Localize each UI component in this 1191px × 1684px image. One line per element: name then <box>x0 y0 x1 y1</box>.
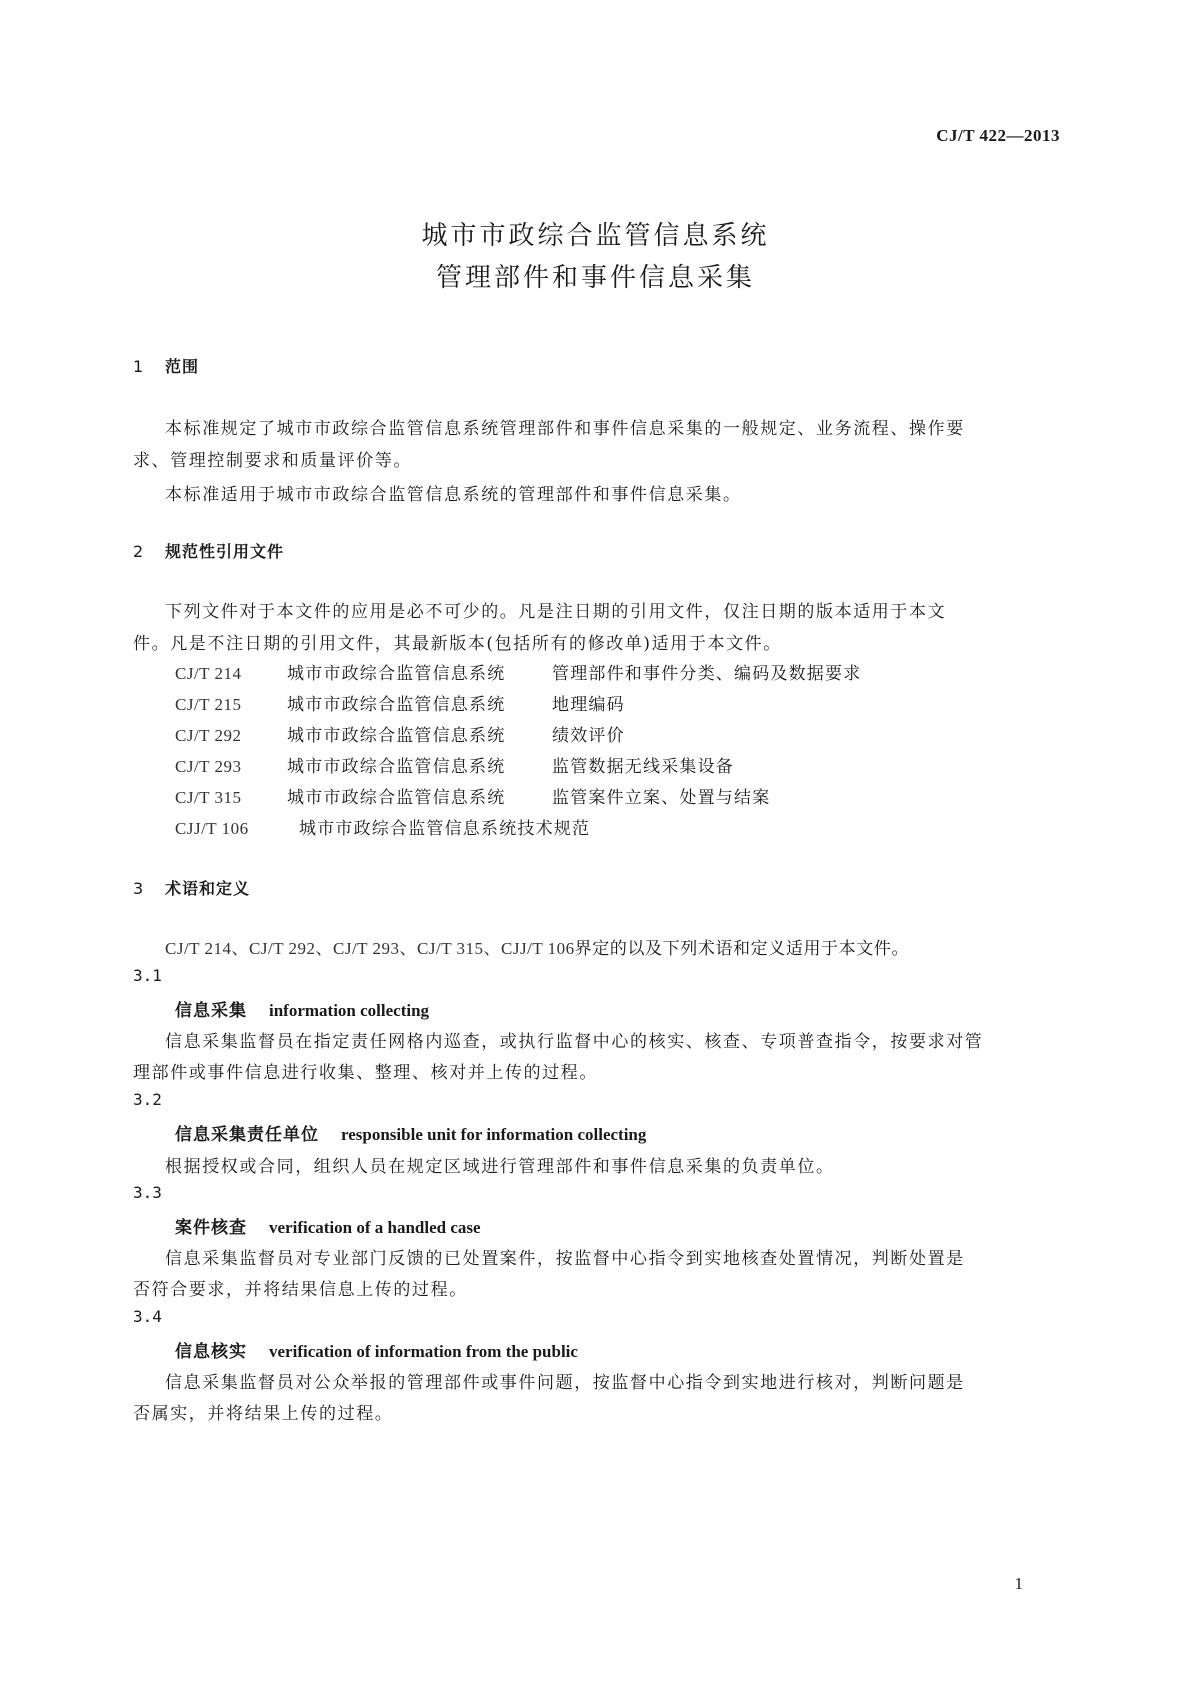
section-number: 3 <box>133 879 145 898</box>
reference-code: CJJ/T 106 <box>175 819 249 838</box>
reference-code: CJ/T 315 <box>175 788 242 807</box>
section-heading-terms-and-definitions <box>133 876 250 899</box>
term-definition-line2: 否符合要求，并将结果信息上传的过程。 <box>133 1280 468 1300</box>
reference-system: 城市市政综合监管信息系统 <box>287 695 506 715</box>
terms-intro-refs: CJ/T 214、CJ/T 292、CJ/T 293、CJ/T 315、CJJ/T 106 <box>165 939 575 958</box>
term-en: verification of information from the public <box>269 1342 578 1361</box>
standard-code: CJ/T 422—2013 <box>936 126 1060 145</box>
scope-paragraph-line2: 求、管理控制要求和质量评价等。 <box>133 451 412 471</box>
reference-item <box>175 659 861 684</box>
section-heading-scope <box>133 354 199 377</box>
term-heading <box>175 1120 646 1145</box>
reference-title: 管理部件和事件分类、编码及数据要求 <box>552 664 862 684</box>
section-heading-normative-references <box>133 539 284 562</box>
term-en: responsible unit for information collecting <box>341 1125 647 1144</box>
term-en: information collecting <box>269 1001 430 1020</box>
reference-item <box>175 752 734 777</box>
section-title: 范围 <box>165 357 200 376</box>
reference-system: 城市市政综合监管信息系统 <box>287 788 506 808</box>
term-zh: 信息核实 <box>175 1342 247 1362</box>
section-title: 规范性引用文件 <box>165 542 285 561</box>
document-title-line1: 城市市政综合监管信息系统 <box>421 221 770 251</box>
terms-intro <box>165 934 909 959</box>
term-heading <box>175 996 429 1021</box>
term-number: 3.2 <box>133 1090 162 1109</box>
reference-system: 城市市政综合监管信息系统 <box>287 726 506 746</box>
reference-item <box>175 783 770 808</box>
term-definition-line1: 信息采集监督员对公众举报的管理部件或事件问题，按监督中心指令到实地进行核对，判断问题是 <box>165 1373 965 1393</box>
references-intro-line2: 件。凡是不注日期的引用文件，其最新版本(包括所有的修改单)适用于本文件。 <box>133 634 782 654</box>
section-title: 术语和定义 <box>165 879 251 898</box>
references-intro-line1: 下列文件对于本文件的应用是必不可少的。凡是注日期的引用文件，仅注日期的版本适用于本文 <box>165 602 947 622</box>
document-title-line2: 管理部件和事件信息采集 <box>435 263 755 293</box>
term-number: 3.1 <box>133 966 162 985</box>
reference-title: 监管案件立案、处置与结案 <box>552 788 771 808</box>
reference-title: 监管数据无线采集设备 <box>552 757 734 777</box>
term-zh: 信息采集 <box>175 1001 247 1021</box>
term-en: verification of a handled case <box>269 1218 481 1237</box>
term-definition-line1: 根据授权或合同，组织人员在规定区域进行管理部件和事件信息采集的负责单位。 <box>165 1157 835 1177</box>
scope-paragraph-line1: 本标准规定了城市市政综合监管信息系统管理部件和事件信息采集的一般规定、业务流程、操作要 <box>165 419 965 439</box>
term-definition-line1: 信息采集监督员在指定责任网格内巡查，或执行监督中心的核实、核查、专项普查指令，按要求对管 <box>165 1032 984 1052</box>
terms-intro-text: 界定的以及下列术语和定义适用于本文件。 <box>574 939 910 959</box>
reference-code: CJ/T 215 <box>175 695 242 714</box>
reference-item <box>175 721 625 746</box>
term-zh: 信息采集责任单位 <box>175 1125 319 1145</box>
term-heading <box>175 1213 481 1238</box>
reference-title: 城市市政综合监管信息系统技术规范 <box>299 819 591 839</box>
scope-paragraph-2: 本标准适用于城市市政综合监管信息系统的管理部件和事件信息采集。 <box>165 485 742 505</box>
reference-title: 绩效评价 <box>552 726 625 746</box>
reference-code: CJ/T 292 <box>175 726 242 745</box>
reference-code: CJ/T 214 <box>175 664 242 683</box>
page-number: 1 <box>1014 1574 1023 1593</box>
term-heading <box>175 1337 578 1362</box>
reference-system: 城市市政综合监管信息系统 <box>287 757 506 777</box>
term-definition-line1: 信息采集监督员对专业部门反馈的已处置案件，按监督中心指令到实地核查处置情况，判断处置是 <box>165 1249 965 1269</box>
term-zh: 案件核查 <box>175 1218 247 1238</box>
section-number: 1 <box>133 357 145 376</box>
reference-item <box>175 814 590 839</box>
reference-system: 城市市政综合监管信息系统 <box>287 664 506 684</box>
section-number: 2 <box>133 542 145 561</box>
reference-code: CJ/T 293 <box>175 757 242 776</box>
term-definition-line2: 理部件或事件信息进行收集、整理、核对并上传的过程。 <box>133 1063 598 1083</box>
reference-title: 地理编码 <box>552 695 625 715</box>
term-number: 3.3 <box>133 1183 162 1202</box>
reference-item <box>175 690 625 715</box>
term-definition-line2: 否属实，并将结果上传的过程。 <box>133 1404 394 1424</box>
term-number: 3.4 <box>133 1307 162 1326</box>
